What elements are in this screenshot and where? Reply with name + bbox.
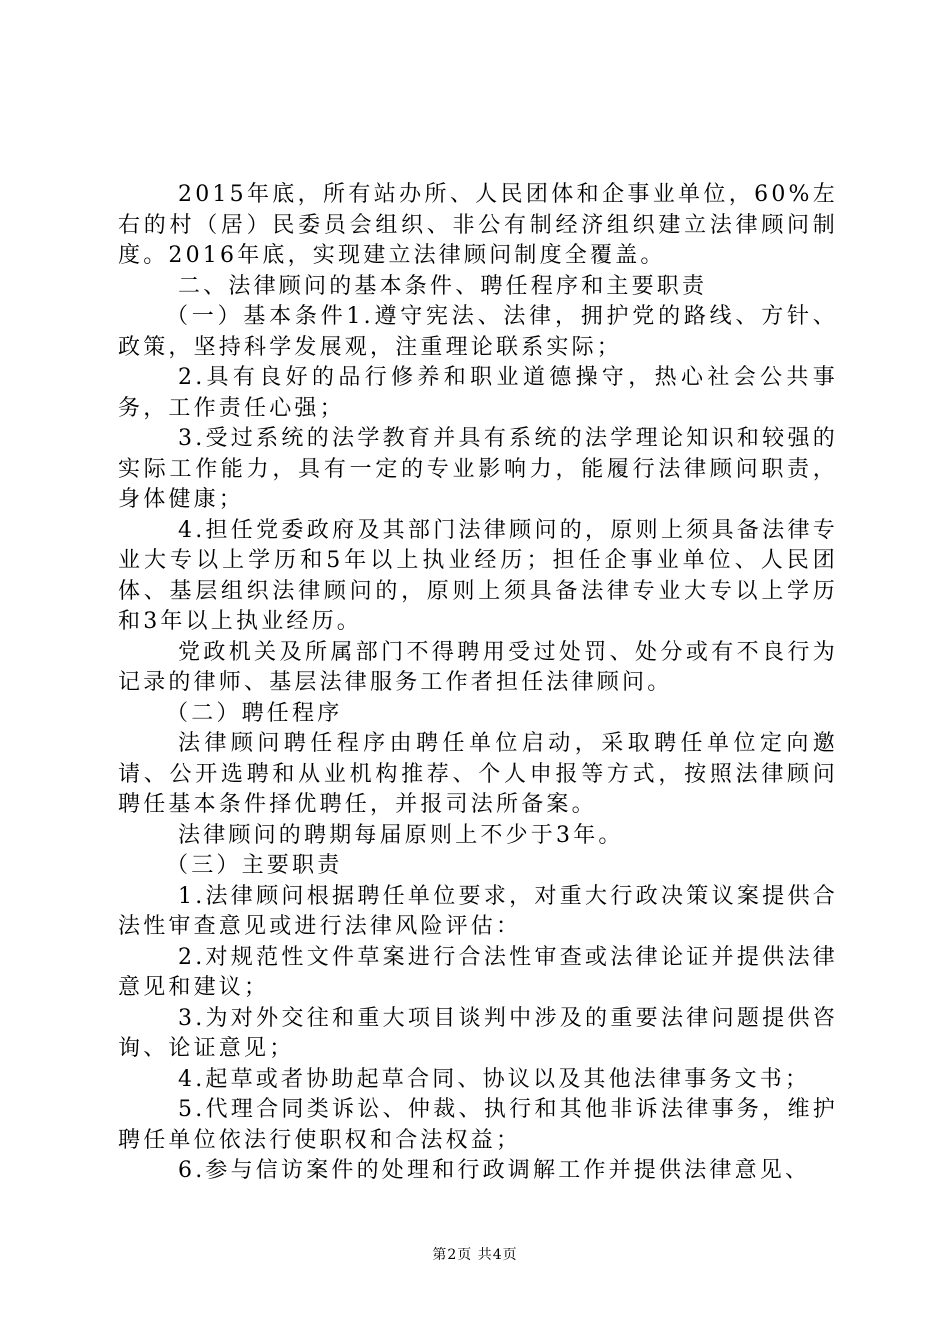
paragraph-restriction: 党政机关及所属部门不得聘用受过处罚、处分或有不良行为记录的律师、基层法律服务工作者担任法律顾问。 <box>118 639 838 695</box>
document-body <box>118 180 838 1187</box>
duty-item-3: 3.为对外交往和重大项目谈判中涉及的重要法律问题提供咨询、论证意见； <box>118 1005 838 1061</box>
duty-item-2: 2.对规范性文件草案进行合法性审查或法律论证并提供法律意见和建议； <box>118 944 838 1000</box>
condition-item-2: 2.具有良好的品行修养和职业道德操守，热心社会公共事务，工作责任心强； <box>118 365 838 421</box>
duty-item-1: 1.法律顾问根据聘任单位要求，对重大行政决策议案提供合法性审查意见或进行法律风险评估： <box>118 883 838 939</box>
duty-item-4: 4.起草或者协助起草合同、协议以及其他法律事务文书； <box>178 1066 811 1092</box>
subsection-appointment-procedure: （二）聘任程序 <box>166 700 343 726</box>
paragraph-intro: 2015年底，所有站办所、人民团体和企事业单位，60%左右的村（居）民委员会组织、非公有制经济组织建立法律顾问制度。2016年底，实现建立法律顾问制度全覆盖。 <box>118 182 838 268</box>
subsection-basic-conditions: （一）基本条件1.遵守宪法、法律，拥护党的路线、方针、政策，坚持科学发展观，注重理论联系实际； <box>118 304 838 360</box>
duty-item-5: 5.代理合同类诉讼、仲裁、执行和其他非诉法律事务，维护聘任单位依法行使职权和合法权益； <box>118 1097 838 1153</box>
subsection-main-duties: （三）主要职责 <box>166 853 343 878</box>
paragraph-procedure: 法律顾问聘任程序由聘任单位启动，采取聘任单位定向邀请、公开选聘和从业机构推荐、个人申报等方式，按照法律顾问聘任基本条件择优聘任，并报司法所备案。 <box>118 731 838 817</box>
section-heading-2: 二、法律顾问的基本条件、聘任程序和主要职责 <box>178 273 708 299</box>
condition-item-3: 3.受过系统的法学教育并具有系统的法学理论知识和较强的实际工作能力，具有一定的专业影响力，能履行法律顾问职责，身体健康； <box>118 426 838 512</box>
condition-item-4: 4.担任党委政府及其部门法律顾问的，原则上须具备法律专业大专以上学历和5年以上执业经历；担任企事业单位、人民团体、基层组织法律顾问的，原则上须具备法律专业大专以上学历和3年以上执业经历。 <box>118 517 838 634</box>
duty-item-6: 6.参与信访案件的处理和行政调解工作并提供法律意见、 <box>178 1158 811 1183</box>
paragraph-term: 法律顾问的聘期每届原则上不少于3年。 <box>178 822 624 848</box>
page-number-footer: 第2页 共4页 <box>432 1247 518 1263</box>
